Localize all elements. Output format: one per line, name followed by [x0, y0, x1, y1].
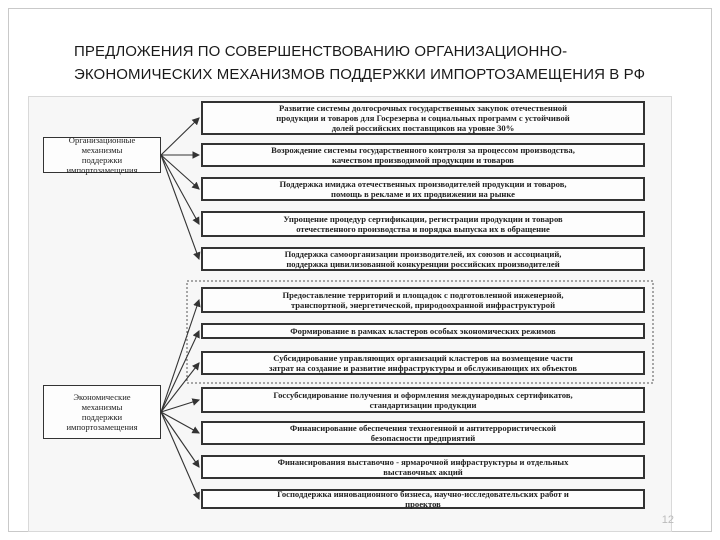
proposal-box — [201, 177, 645, 201]
mechanism-label-line: механизмы — [81, 145, 123, 155]
proposal-text-line: проектов — [405, 499, 441, 509]
proposal-box — [201, 211, 645, 237]
proposal-box — [201, 143, 645, 167]
proposal-text-line: Предоставление территорий и площадок с подготовленной инженерной, — [282, 290, 564, 300]
proposal-text-line: стандартизации продукции — [369, 400, 477, 410]
proposal-box — [201, 287, 645, 313]
proposal-text-line: продукции и товаров для Госрезерва и социальных программ с устойчивой — [276, 113, 570, 123]
slide-title — [74, 40, 714, 86]
proposal-text-line: Возрождение системы государственного контроля за процессом производства, — [271, 145, 575, 155]
proposal-text-line: помощь в рекламе и их продвижении на рынке — [331, 189, 515, 199]
proposal-text-line: отечественного производства и порядка выпуска их в обращение — [296, 224, 550, 234]
mechanism-label-line: Организационные — [68, 135, 136, 145]
proposal-text-line: затрат на создание и развитие инфраструктуры и обслуживающих их объектов — [268, 363, 577, 373]
proposal-box — [201, 421, 645, 445]
proposal-box — [201, 455, 645, 479]
connector-arrow — [161, 412, 199, 467]
proposal-box — [201, 351, 645, 375]
mechanism-label-line: поддержки — [81, 155, 123, 165]
proposal-text-line: Госсубсидирование получения и оформления международных сертификатов, — [273, 390, 573, 400]
economic-mechanisms-box — [43, 385, 161, 439]
proposal-text-line: безопасности предприятий — [370, 433, 476, 443]
connector-arrow — [161, 300, 199, 412]
mechanism-label-line: импортозамещения — [66, 422, 138, 432]
proposal-text-line: качеством производимой продукции и товаров — [332, 155, 514, 165]
connector-arrow — [161, 155, 199, 224]
mechanisms-diagram — [28, 96, 672, 532]
proposal-text-line: долей российских поставщиков на уровне 30% — [331, 123, 515, 133]
connector-arrow — [161, 331, 199, 412]
proposal-box — [201, 323, 645, 339]
connector-arrow — [161, 412, 199, 499]
proposal-text-line: Господдержка инновационного бизнеса, научно-исследовательских работ и — [277, 489, 569, 499]
proposal-box — [201, 247, 645, 271]
mechanism-label-line: механизмы — [81, 402, 123, 412]
proposal-box — [201, 101, 645, 135]
connector-arrow — [161, 155, 199, 259]
page-number: 12 — [661, 514, 674, 526]
proposal-text-line: Поддержка самоорганизации производителей, их союзов и ассоциаций, — [284, 249, 562, 259]
proposal-box — [201, 387, 645, 413]
proposal-text-line: Развитие системы долгосрочных государственных закупок отечественной — [278, 103, 568, 113]
proposal-text-line: транспортной, энергетической, природоохранной инфраструктурой — [290, 300, 556, 310]
proposal-text-line: Субсидирование управляющих организаций кластеров на возмещение части — [273, 353, 573, 363]
mechanism-label-line: импортозамещения — [66, 165, 138, 175]
proposal-text-line: Финансирования выставочно - ярмарочной инфраструктуры и отдельных — [277, 457, 569, 467]
proposal-text-line: Финансирование обеспечения техногенной и антитеррористической — [289, 423, 557, 433]
connector-arrow — [161, 118, 199, 155]
proposal-text-line: Упрощение процедур сертификации, регистрации продукции и товаров — [283, 214, 563, 224]
proposal-text-line: поддержка цивилизованной конкуренции российских производителей — [286, 259, 560, 269]
mechanism-label-line: поддержки — [81, 412, 123, 422]
proposal-text-line: выставочных акций — [383, 467, 463, 477]
mechanism-label-line: Экономические — [73, 392, 131, 402]
connector-arrow — [161, 400, 199, 412]
proposal-box — [201, 489, 645, 509]
title-line-1: ПРЕДЛОЖЕНИЯ ПО СОВЕРШЕНСТВОВАНИЮ ОРГАНИЗАЦИОННО- — [74, 43, 568, 60]
connector-arrow — [161, 412, 199, 433]
organizational-mechanisms-box — [43, 137, 161, 173]
proposal-text-line: Поддержка имиджа отечественных производителей продукции и товаров, — [279, 179, 567, 189]
proposal-text-line: Формирование в рамках кластеров особых экономических режимов — [290, 326, 556, 336]
title-line-2: ЭКОНОМИЧЕСКИХ МЕХАНИЗМОВ ПОДДЕРЖКИ ИМПОРТОЗАМЕЩЕНИЯ В РФ — [74, 66, 646, 83]
